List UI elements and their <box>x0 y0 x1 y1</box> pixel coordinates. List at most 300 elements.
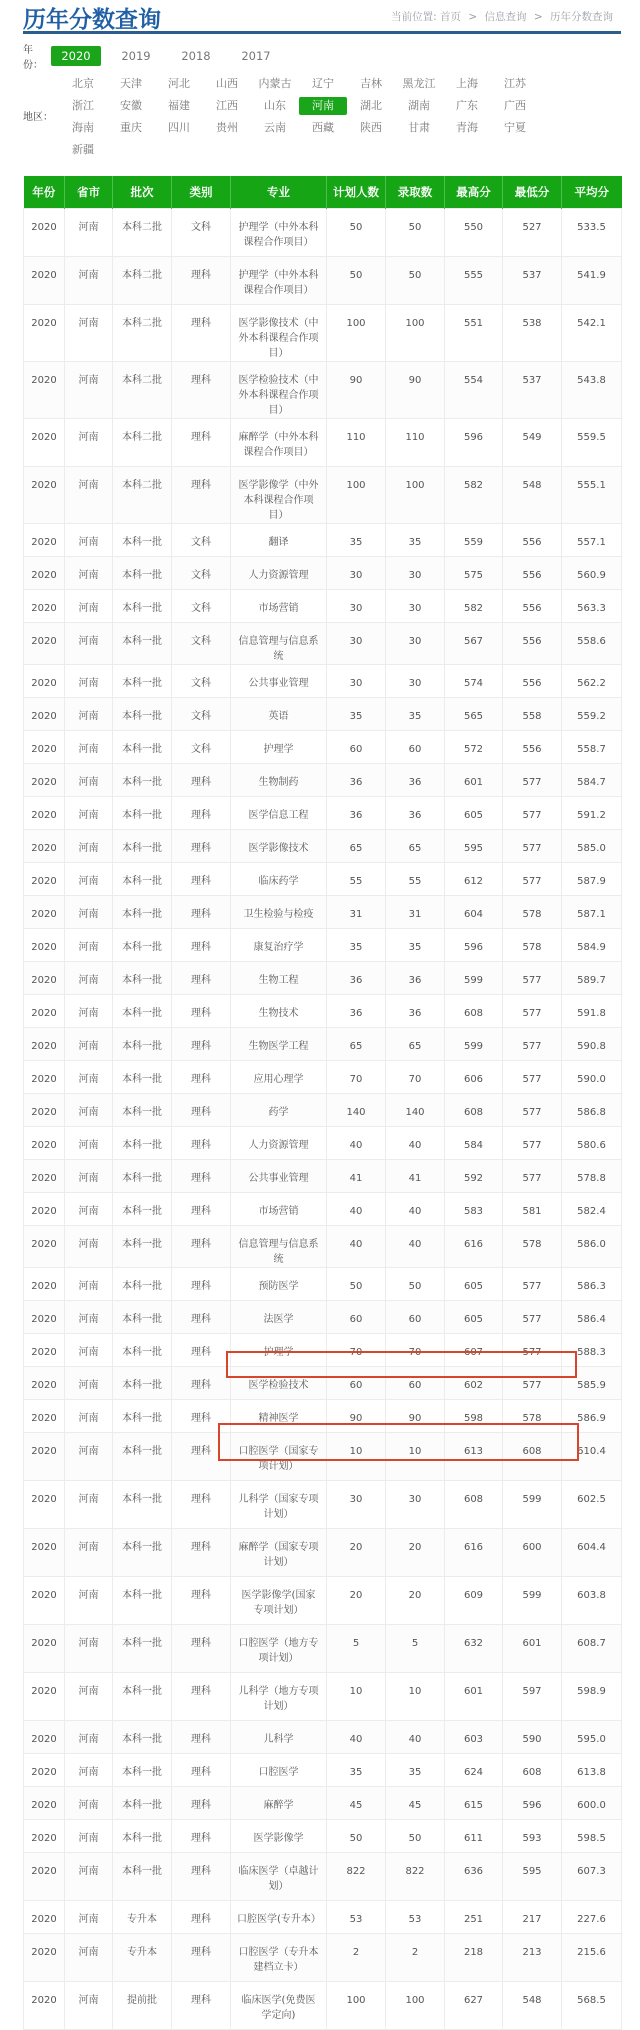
year-filter-label: 年份： <box>23 45 43 71</box>
table-cell: 632 <box>445 1624 503 1672</box>
table-cell: 人力资源管理 <box>231 556 327 589</box>
table-cell: 理科 <box>172 1300 231 1333</box>
table-cell: 30 <box>386 1480 445 1528</box>
region-option[interactable]: 重庆 <box>120 121 142 134</box>
table-cell: 2020 <box>24 361 65 418</box>
table-cell: 临床医学（卓越计划） <box>231 1852 327 1900</box>
table-cell: 2020 <box>24 1672 65 1720</box>
table-cell: 理科 <box>172 256 231 304</box>
table-cell: 577 <box>503 862 562 895</box>
table-cell: 康复治疗学 <box>231 928 327 961</box>
table-cell: 护理学 <box>231 730 327 763</box>
table-cell: 专升本 <box>113 1900 172 1933</box>
table-cell: 557.1 <box>562 523 622 556</box>
table-cell: 河南 <box>65 622 113 664</box>
table-cell: 604.4 <box>562 1528 622 1576</box>
table-cell: 559.5 <box>562 418 622 466</box>
column-header: 最低分 <box>503 176 562 208</box>
table-cell: 理科 <box>172 796 231 829</box>
table-cell: 551 <box>445 304 503 361</box>
table-row <box>24 589 622 622</box>
table-cell: 582 <box>445 466 503 523</box>
table-cell: 40 <box>327 1192 386 1225</box>
table-cell: 601 <box>445 1672 503 1720</box>
table-cell: 本科一批 <box>113 523 172 556</box>
table-cell: 文科 <box>172 664 231 697</box>
table-cell: 2020 <box>24 829 65 862</box>
table-cell: 597 <box>503 1672 562 1720</box>
region-option[interactable]: 浙江 <box>72 99 94 112</box>
table-cell: 河南 <box>65 1528 113 1576</box>
table-cell: 65 <box>327 829 386 862</box>
table-cell: 本科一批 <box>113 994 172 1027</box>
table-cell: 本科二批 <box>113 361 172 418</box>
table-cell: 584.9 <box>562 928 622 961</box>
table-cell: 50 <box>327 1819 386 1852</box>
table-cell: 218 <box>445 1933 503 1981</box>
table-cell: 35 <box>386 697 445 730</box>
table-cell: 70 <box>327 1333 386 1366</box>
table-row <box>24 556 622 589</box>
column-header: 类别 <box>172 176 231 208</box>
table-cell: 2020 <box>24 763 65 796</box>
table-row <box>24 895 622 928</box>
table-cell: 河南 <box>65 1267 113 1300</box>
table-cell: 2020 <box>24 1480 65 1528</box>
table-cell: 2 <box>386 1933 445 1981</box>
table-cell: 603 <box>445 1720 503 1753</box>
region-option[interactable]: 四川 <box>168 121 190 134</box>
table-row <box>24 928 622 961</box>
table-cell: 578.8 <box>562 1159 622 1192</box>
table-cell: 595 <box>503 1852 562 1900</box>
table-row <box>24 1819 622 1852</box>
table-cell: 30 <box>327 622 386 664</box>
table-cell: 2020 <box>24 1852 65 1900</box>
region-option[interactable]: 海南 <box>72 121 94 134</box>
table-cell: 河南 <box>65 1333 113 1366</box>
table-cell: 5 <box>327 1624 386 1672</box>
table-cell: 558.7 <box>562 730 622 763</box>
table-cell: 本科一批 <box>113 895 172 928</box>
region-filter <box>23 75 621 165</box>
table-cell: 人力资源管理 <box>231 1126 327 1159</box>
table-cell: 590 <box>503 1720 562 1753</box>
table-cell: 理科 <box>172 1027 231 1060</box>
region-option[interactable]: 安徽 <box>120 99 142 112</box>
table-cell: 2020 <box>24 1159 65 1192</box>
table-cell: 591.2 <box>562 796 622 829</box>
table-cell: 生物医学工程 <box>231 1027 327 1060</box>
table-row <box>24 1900 622 1933</box>
table-cell: 2020 <box>24 895 65 928</box>
table-row <box>24 1126 622 1159</box>
year-option-2019[interactable]: 2019 <box>121 49 151 63</box>
table-cell: 577 <box>503 994 562 1027</box>
table-cell: 50 <box>386 208 445 256</box>
table-cell: 护理学（中外本科课程合作项目） <box>231 208 327 256</box>
table-cell: 河南 <box>65 1933 113 1981</box>
table-row <box>24 1432 622 1480</box>
table-cell: 文科 <box>172 589 231 622</box>
table-cell: 河南 <box>65 862 113 895</box>
table-cell: 河南 <box>65 1126 113 1159</box>
table-cell: 537 <box>503 361 562 418</box>
region-option[interactable]: 吉林 <box>360 77 382 90</box>
table-cell: 河南 <box>65 730 113 763</box>
table-cell: 本科一批 <box>113 1399 172 1432</box>
column-header: 最高分 <box>445 176 503 208</box>
table-cell: 53 <box>386 1900 445 1933</box>
table-cell: 2020 <box>24 1528 65 1576</box>
table-cell: 2020 <box>24 1126 65 1159</box>
table-cell: 麻醉学（中外本科课程合作项目） <box>231 418 327 466</box>
table-cell: 605 <box>445 796 503 829</box>
table-cell: 110 <box>386 418 445 466</box>
year-filter <box>23 45 291 71</box>
table-cell: 55 <box>386 862 445 895</box>
table-cell: 40 <box>386 1720 445 1753</box>
table-cell: 548 <box>503 1981 562 2029</box>
table-cell: 60 <box>327 730 386 763</box>
region-option[interactable]: 广西 <box>504 99 526 112</box>
table-cell: 593 <box>503 1819 562 1852</box>
table-cell: 2020 <box>24 1624 65 1672</box>
table-cell: 本科一批 <box>113 556 172 589</box>
table-cell: 577 <box>503 829 562 862</box>
table-cell: 临床医学(免费医学定向) <box>231 1981 327 2029</box>
table-cell: 595.0 <box>562 1720 622 1753</box>
table-cell: 理科 <box>172 418 231 466</box>
region-option[interactable]: 贵州 <box>216 121 238 134</box>
table-cell: 578 <box>503 1225 562 1267</box>
table-row <box>24 697 622 730</box>
table-cell: 613 <box>445 1432 503 1480</box>
table-cell: 本科一批 <box>113 1027 172 1060</box>
table-cell: 50 <box>327 256 386 304</box>
region-option[interactable]: 广东 <box>456 99 478 112</box>
region-option[interactable]: 福建 <box>168 99 190 112</box>
table-cell: 河南 <box>65 256 113 304</box>
table-cell: 2020 <box>24 1060 65 1093</box>
table-cell: 护理学（中外本科课程合作项目） <box>231 256 327 304</box>
table-cell: 542.1 <box>562 304 622 361</box>
table-cell: 本科一批 <box>113 1333 172 1366</box>
region-option[interactable]: 湖北 <box>360 99 382 112</box>
region-option[interactable]: 云南 <box>264 121 286 134</box>
table-cell: 理科 <box>172 1267 231 1300</box>
table-row <box>24 361 622 418</box>
table-cell: 577 <box>503 763 562 796</box>
breadcrumb-link-home[interactable]: 首页 <box>440 11 461 23</box>
table-cell: 理科 <box>172 1576 231 1624</box>
table-cell: 本科一批 <box>113 1366 172 1399</box>
table-cell: 36 <box>386 961 445 994</box>
table-cell: 36 <box>386 796 445 829</box>
table-row <box>24 1981 622 2029</box>
table-cell: 信息管理与信息系统 <box>231 1225 327 1267</box>
table-cell: 本科一批 <box>113 1192 172 1225</box>
table-cell: 本科一批 <box>113 1528 172 1576</box>
table-row <box>24 1027 622 1060</box>
table-cell: 医学影像学(国家专项计划） <box>231 1576 327 1624</box>
year-option-2017[interactable]: 2017 <box>241 49 271 63</box>
table-cell: 227.6 <box>562 1900 622 1933</box>
table-cell: 636 <box>445 1852 503 1900</box>
table-cell: 口腔医学(专升本） <box>231 1900 327 1933</box>
table-cell: 理科 <box>172 763 231 796</box>
table-cell: 本科一批 <box>113 1624 172 1672</box>
table-cell: 河南 <box>65 1786 113 1819</box>
table-cell: 578 <box>503 928 562 961</box>
region-option[interactable]: 河北 <box>168 77 190 90</box>
region-option[interactable]: 黑龙江 <box>402 77 436 90</box>
table-cell: 河南 <box>65 829 113 862</box>
table-cell: 548 <box>503 466 562 523</box>
table-cell: 586.8 <box>562 1093 622 1126</box>
table-cell: 生物技术 <box>231 994 327 1027</box>
table-cell: 541.9 <box>562 256 622 304</box>
table-cell: 30 <box>386 589 445 622</box>
table-cell: 麻醉学（国家专项计划） <box>231 1528 327 1576</box>
year-option-2018[interactable]: 2018 <box>181 49 211 63</box>
column-header: 平均分 <box>562 176 622 208</box>
table-cell: 5 <box>386 1624 445 1672</box>
table-cell: 法医学 <box>231 1300 327 1333</box>
region-option[interactable]: 江西 <box>216 99 238 112</box>
region-option[interactable]: 西藏 <box>312 121 334 134</box>
table-row <box>24 1060 622 1093</box>
table-cell: 20 <box>327 1528 386 1576</box>
year-option-2020[interactable]: 2020 <box>51 46 101 66</box>
table-row <box>24 1225 622 1267</box>
table-cell: 608 <box>503 1753 562 1786</box>
page-header <box>23 0 621 34</box>
table-cell: 589.7 <box>562 961 622 994</box>
table-cell: 559 <box>445 523 503 556</box>
table-cell: 565 <box>445 697 503 730</box>
table-cell: 45 <box>327 1786 386 1819</box>
table-cell: 2020 <box>24 1267 65 1300</box>
region-option[interactable]: 上海 <box>456 77 478 90</box>
table-cell: 562.2 <box>562 664 622 697</box>
table-cell: 本科一批 <box>113 1576 172 1624</box>
table-cell: 理科 <box>172 829 231 862</box>
table-cell: 2020 <box>24 1432 65 1480</box>
table-cell: 577 <box>503 1126 562 1159</box>
table-cell: 35 <box>386 1753 445 1786</box>
table-cell: 601 <box>503 1624 562 1672</box>
table-cell: 儿科学 <box>231 1720 327 1753</box>
table-cell: 616 <box>445 1225 503 1267</box>
table-cell: 599 <box>445 961 503 994</box>
table-cell: 140 <box>327 1093 386 1126</box>
table-cell: 理科 <box>172 1159 231 1192</box>
table-cell: 市场营销 <box>231 589 327 622</box>
table-cell: 2020 <box>24 256 65 304</box>
table-cell: 市场营销 <box>231 1192 327 1225</box>
table-cell: 537 <box>503 256 562 304</box>
table-cell: 公共事业管理 <box>231 1159 327 1192</box>
table-cell: 609 <box>445 1576 503 1624</box>
table-cell: 555 <box>445 256 503 304</box>
table-row <box>24 1399 622 1432</box>
table-cell: 36 <box>327 961 386 994</box>
region-option[interactable]: 青海 <box>456 121 478 134</box>
table-cell: 河南 <box>65 961 113 994</box>
table-cell: 554 <box>445 361 503 418</box>
table-cell: 596 <box>503 1786 562 1819</box>
table-cell: 31 <box>386 895 445 928</box>
table-cell: 英语 <box>231 697 327 730</box>
table-cell: 河南 <box>65 1672 113 1720</box>
region-filter-label: 地区： <box>23 112 53 123</box>
region-option[interactable]: 湖南 <box>408 99 430 112</box>
table-cell: 河南 <box>65 1753 113 1786</box>
table-cell: 556 <box>503 589 562 622</box>
breadcrumb-link-info-query[interactable]: 信息查询 <box>484 11 527 23</box>
table-cell: 578 <box>503 895 562 928</box>
table-cell: 2020 <box>24 1027 65 1060</box>
table-cell: 卫生检验与检疫 <box>231 895 327 928</box>
table-cell: 584 <box>445 1126 503 1159</box>
region-option[interactable]: 天津 <box>120 77 142 90</box>
table-cell: 556 <box>503 730 562 763</box>
table-cell: 608 <box>445 1480 503 1528</box>
table-cell: 40 <box>327 1225 386 1267</box>
table-cell: 河南 <box>65 361 113 418</box>
table-cell: 577 <box>503 1060 562 1093</box>
table-cell: 574 <box>445 664 503 697</box>
region-option[interactable]: 甘肃 <box>408 121 430 134</box>
table-cell: 本科二批 <box>113 304 172 361</box>
table-row <box>24 763 622 796</box>
table-cell: 本科一批 <box>113 1786 172 1819</box>
table-cell: 本科二批 <box>113 418 172 466</box>
table-cell: 河南 <box>65 1819 113 1852</box>
table-cell: 100 <box>386 466 445 523</box>
region-option[interactable]: 新疆 <box>72 143 94 156</box>
table-cell: 河南 <box>65 1399 113 1432</box>
table-cell: 口腔医学（专升本建档立卡） <box>231 1933 327 1981</box>
table-cell: 河南 <box>65 994 113 1027</box>
table-cell: 临床药学 <box>231 862 327 895</box>
table-cell: 560.9 <box>562 556 622 589</box>
table-cell: 河南 <box>65 1192 113 1225</box>
table-cell: 35 <box>327 928 386 961</box>
table-cell: 提前批 <box>113 1981 172 2029</box>
table-cell: 10 <box>327 1432 386 1480</box>
region-option[interactable]: 河南 <box>299 97 347 115</box>
table-cell: 602 <box>445 1366 503 1399</box>
region-option[interactable]: 内蒙古 <box>258 77 292 90</box>
table-row <box>24 1480 622 1528</box>
table-cell: 河南 <box>65 1027 113 1060</box>
table-cell: 70 <box>327 1060 386 1093</box>
region-option[interactable]: 辽宁 <box>312 77 334 90</box>
table-cell: 河南 <box>65 1060 113 1093</box>
region-option[interactable]: 陕西 <box>360 121 382 134</box>
table-cell: 533.5 <box>562 208 622 256</box>
table-cell: 50 <box>386 1819 445 1852</box>
table-cell: 2020 <box>24 1819 65 1852</box>
table-cell: 55 <box>327 862 386 895</box>
table-cell: 2020 <box>24 1333 65 1366</box>
table-cell: 605 <box>445 1267 503 1300</box>
table-cell: 40 <box>386 1126 445 1159</box>
region-option[interactable]: 江苏 <box>504 77 526 90</box>
table-cell: 30 <box>386 556 445 589</box>
table-cell: 2020 <box>24 1900 65 1933</box>
table-cell: 50 <box>327 208 386 256</box>
table-cell: 608 <box>445 1093 503 1126</box>
table-cell: 本科一批 <box>113 829 172 862</box>
table-cell: 本科一批 <box>113 1480 172 1528</box>
table-cell: 558 <box>503 697 562 730</box>
region-option[interactable]: 山东 <box>264 99 286 112</box>
region-option[interactable]: 宁夏 <box>504 121 526 134</box>
table-cell: 2020 <box>24 1720 65 1753</box>
breadcrumb-separator: > <box>468 11 478 23</box>
table-cell: 医学检验技术 <box>231 1366 327 1399</box>
table-cell: 65 <box>386 1027 445 1060</box>
table-cell: 568.5 <box>562 1981 622 2029</box>
table-cell: 822 <box>327 1852 386 1900</box>
table-cell: 理科 <box>172 1225 231 1267</box>
region-option[interactable]: 山西 <box>216 77 238 90</box>
table-cell: 2020 <box>24 664 65 697</box>
table-cell: 20 <box>327 1576 386 1624</box>
table-cell: 医学影像学（中外本科课程合作项目） <box>231 466 327 523</box>
column-header: 录取数 <box>386 176 445 208</box>
region-option[interactable]: 北京 <box>72 77 94 90</box>
table-cell: 河南 <box>65 1300 113 1333</box>
table-row <box>24 1192 622 1225</box>
table-cell: 精神医学 <box>231 1399 327 1432</box>
table-cell: 专升本 <box>113 1933 172 1981</box>
table-row <box>24 1093 622 1126</box>
table-cell: 822 <box>386 1852 445 1900</box>
table-cell: 213 <box>503 1933 562 1981</box>
table-cell: 581 <box>503 1192 562 1225</box>
table-cell: 理科 <box>172 895 231 928</box>
table-row <box>24 730 622 763</box>
table-cell: 30 <box>327 664 386 697</box>
table-cell: 624 <box>445 1753 503 1786</box>
table-row <box>24 1753 622 1786</box>
table-cell: 文科 <box>172 523 231 556</box>
table-cell: 理科 <box>172 1852 231 1900</box>
table-row <box>24 994 622 1027</box>
table-cell: 河南 <box>65 589 113 622</box>
table-cell: 信息管理与信息系统 <box>231 622 327 664</box>
table-cell: 医学影像学 <box>231 1819 327 1852</box>
table-cell: 90 <box>327 361 386 418</box>
table-cell: 100 <box>327 466 386 523</box>
table-cell: 36 <box>327 796 386 829</box>
table-cell: 592 <box>445 1159 503 1192</box>
table-cell: 文科 <box>172 208 231 256</box>
table-row <box>24 256 622 304</box>
table-cell: 儿科学（地方专项计划） <box>231 1672 327 1720</box>
table-cell: 598.5 <box>562 1819 622 1852</box>
table-cell: 607 <box>445 1333 503 1366</box>
table-row <box>24 304 622 361</box>
table-cell: 615 <box>445 1786 503 1819</box>
table-cell: 600.0 <box>562 1786 622 1819</box>
table-cell: 文科 <box>172 622 231 664</box>
column-header: 年份 <box>24 176 65 208</box>
